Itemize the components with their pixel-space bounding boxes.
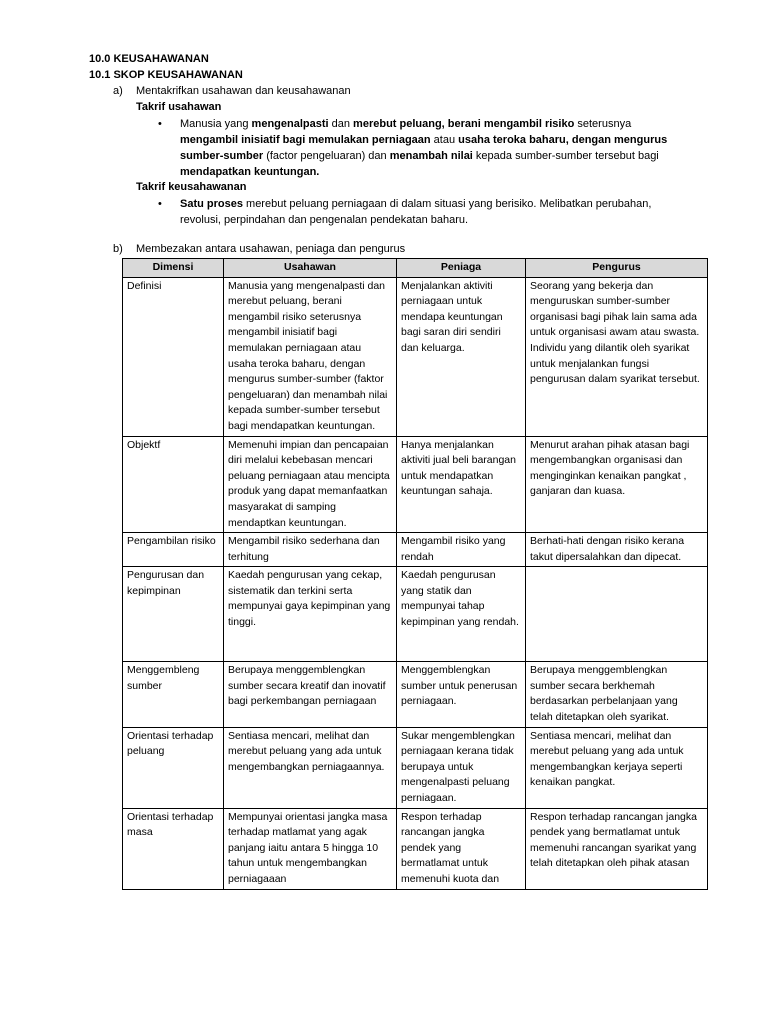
bullet-icon: • [158, 198, 162, 210]
cell-peniaga: Menggemblengkan sumber untuk penerusan perniagaan. [397, 662, 526, 727]
cell-pengurus: Sentiasa mencari, melihat dan merebut peluang yang ada untuk mengembangkan kerjaya seperti kenaikan pangkat. [526, 727, 708, 808]
header-usahawan: Usahawan [224, 259, 397, 278]
table-row [123, 662, 708, 727]
cell-usahawan: Sentiasa mencari, melihat dan merebut peluang yang ada untuk mengembangkan perniagaannya. [224, 727, 397, 808]
table-row [123, 808, 708, 889]
header-peniaga: Peniaga [397, 259, 526, 278]
cell-peniaga: Respon terhadap rancangan jangka pendek yang bermatlamat untuk memenuhi kuota dan [397, 808, 526, 889]
cell-peniaga: Kaedah pengurusan yang statik dan mempunyai tahap kepimpinan yang rendah. [397, 567, 526, 662]
table-row [123, 567, 708, 662]
cell-pengurus: Berhati-hati dengan risiko kerana takut dipersalahkan dan dipecat. [526, 533, 708, 567]
table-header-row [123, 259, 708, 278]
section-b-marker: b) [113, 243, 123, 255]
cell-dimensi: Pengambilan risiko [123, 533, 224, 567]
cell-pengurus: Berupaya menggemblengkan sumber secara berkhemah berdasarkan perbelanjaan yang telah ditetapkan oleh syarikat. [526, 662, 708, 727]
heading-skop-keusahawanan: 10.1 SKOP KEUSAHAWANAN [89, 69, 243, 81]
cell-dimensi: Menggembleng sumber [123, 662, 224, 727]
def-usahawan-title: Takrif usahawan [136, 101, 222, 113]
cell-peniaga: Hanya menjalankan aktiviti jual beli barangan untuk mendapatkan keuntungan sahaja. [397, 436, 526, 533]
table-row [123, 533, 708, 567]
cell-dimensi: Orientasi terhadap masa [123, 808, 224, 889]
cell-peniaga: Mengambil risiko yang rendah [397, 533, 526, 567]
def-usahawan-text: Manusia yang mengenalpasti dan merebut peluang, berani mengambil risiko seterusnya mengambil inisiatif bagi memulakan perniagaan atau usaha teroka baharu, dengan mengurus sumber-sumber (factor pengeluaran) dan menambah nilai kepada sumber-sumber tersebut bagi mendapatkan keuntungan. [180, 118, 668, 178]
cell-peniaga: Menjalankan aktiviti perniagaan untuk mendapa keuntungan bagi saran diri sendiri dan keluarga. [397, 277, 526, 436]
cell-dimensi: Objektf [123, 436, 224, 533]
section-b-title: Membezakan antara usahawan, peniaga dan pengurus [136, 243, 406, 255]
section-a-title: Mentakrifkan usahawan dan keusahawanan [136, 85, 351, 97]
table-row [123, 727, 708, 808]
cell-pengurus: Seorang yang bekerja dan menguruskan sumber-sumber organisasi bagi pihak lain sama ada untuk organisasi awam atau swasta. Individu yang dilantik oleh syarikat untuk menjalankan fungsi pengurusan dalam syarikat tersebut. [526, 277, 708, 436]
cell-pengurus [526, 567, 708, 662]
section-a-marker: a) [113, 85, 123, 97]
cell-dimensi: Orientasi terhadap peluang [123, 727, 224, 808]
header-dimensi: Dimensi [123, 259, 224, 278]
def-keusahawanan-text: Satu proses merebut peluang perniagaan di dalam situasi yang berisiko. Melibatkan perubahan, revolusi, perpindahan dan pengenalan pendekatan baharu. [180, 198, 652, 226]
cell-dimensi: Definisi [123, 277, 224, 436]
header-pengurus: Pengurus [526, 259, 708, 278]
cell-usahawan: Memenuhi impian dan pencapaian diri melalui kebebasan mencari peluang perniagaan atau mencipta produk yang dapat memanfaatkan masyarakat di samping mendaptkan keuntungan. [224, 436, 397, 533]
cell-usahawan: Mengambil risiko sederhana dan terhitung [224, 533, 397, 567]
heading-keusahawanan: 10.0 KEUSAHAWANAN [89, 53, 209, 65]
cell-pengurus: Menurut arahan pihak atasan bagi mengembangkan organisasi dan menginginkan kenaikan pangkat , ganjaran dan kuasa. [526, 436, 708, 533]
comparison-table [122, 258, 708, 890]
cell-usahawan: Berupaya menggemblengkan sumber secara kreatif dan inovatif bagi perkembangan perniagaan [224, 662, 397, 727]
cell-usahawan: Kaedah pengurusan yang cekap, sistematik dan terkini serta mempunyai gaya kepimpinan yang tinggi. [224, 567, 397, 662]
table-row [123, 277, 708, 436]
bullet-icon: • [158, 118, 162, 130]
cell-usahawan: Manusia yang mengenalpasti dan merebut peluang, berani mengambil risiko seterusnya mengambil inisiatif bagi memulakan perniagaan atau usaha teroka baharu, dengan mengurus sumber-sumber (faktor pengeluaran) dan menambah nilai kepada sumber-sumber tersebut bagi mendapatkan keuntungan. [224, 277, 397, 436]
cell-pengurus: Respon terhadap rancangan jangka pendek yang bermatlamat untuk memenuhi rancangan syarikat yang telah ditetapkan oleh pihak atasan [526, 808, 708, 889]
cell-dimensi: Pengurusan dan kepimpinan [123, 567, 224, 662]
cell-peniaga: Sukar mengemblengkan perniagaan kerana tidak berupaya untuk mengenalpasti peluang perniagaan. [397, 727, 526, 808]
cell-usahawan: Mempunyai orientasi jangka masa terhadap matlamat yang agak panjang iaitu antara 5 hingga 10 tahun untuk mengembangkan perniagaaan [224, 808, 397, 889]
table-row [123, 436, 708, 533]
def-keusahawanan-title: Takrif keusahawanan [136, 181, 247, 193]
